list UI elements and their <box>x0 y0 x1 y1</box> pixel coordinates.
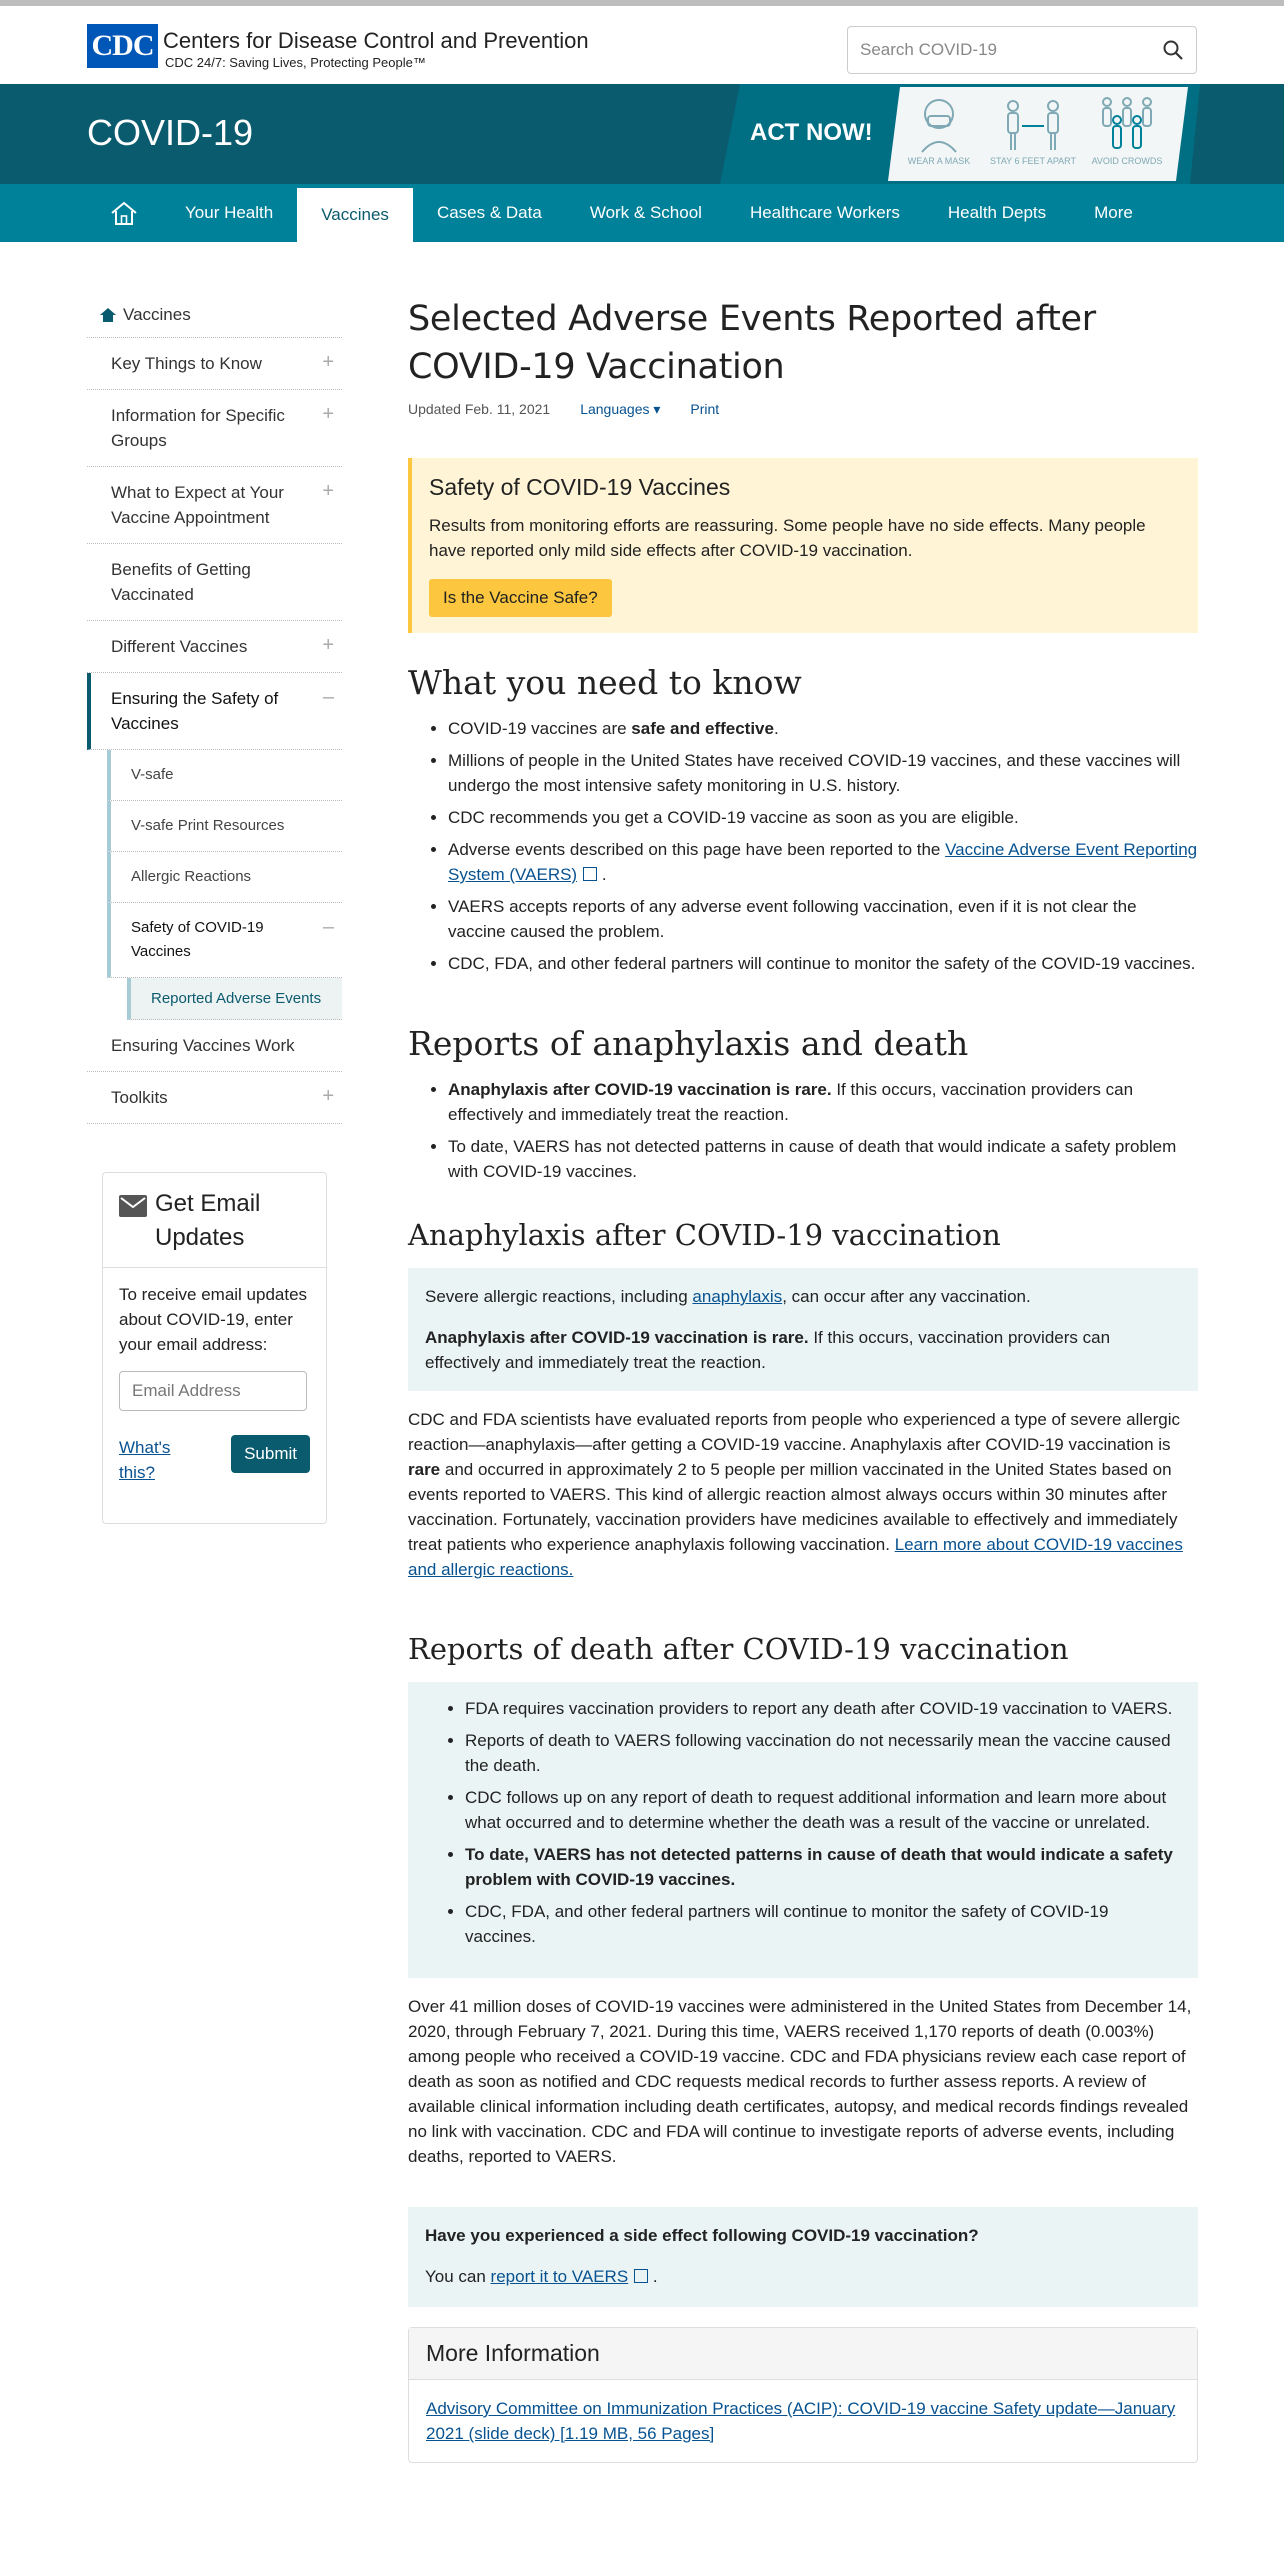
sidebar-current-page[interactable]: Reported Adverse Events <box>127 978 342 1020</box>
nav-work-school[interactable]: Work & School <box>589 203 702 222</box>
page-meta <box>408 401 1198 418</box>
sidebar-item-benefits[interactable]: Benefits of Getting Vaccinated <box>87 544 342 621</box>
nav-more[interactable]: More <box>1094 203 1133 222</box>
sidebar-item-toolkits[interactable]: Toolkits + <box>87 1072 342 1124</box>
list-item: • FDA requires vaccination providers to report any death after COVID-19 vaccination to VAERS. <box>465 1696 1181 1721</box>
search-input[interactable] <box>860 40 1162 60</box>
reports-list <box>408 1077 1198 1184</box>
avoid-crowds-label: AVOID CROWDS <box>1091 156 1163 166</box>
side-effect-text: You can report it to VAERS . <box>425 2267 658 2286</box>
expand-icon[interactable]: + <box>322 480 334 502</box>
section-heading-reports: Reports of anaphylaxis and death <box>408 1024 969 1063</box>
sidebar-sub-allergic[interactable]: Allergic Reactions <box>107 852 342 903</box>
mask-icon <box>914 92 964 154</box>
org-name[interactable]: Centers for Disease Control and Prevention <box>163 28 589 53</box>
list-item: • Millions of people in the United States have received COVID-19 vaccines, and these vaccines will undergo the most intensive safety monitoring in U.S. history. <box>448 748 1198 798</box>
collapse-icon[interactable]: – <box>322 916 334 938</box>
email-title: Get Email Updates <box>155 1190 261 1251</box>
email-signup <box>102 1172 327 1524</box>
sidebar-item-ensuring-safety[interactable]: Ensuring the Safety of Vaccines – <box>87 673 342 750</box>
page-title: Selected Adverse Events Reported after COVID-19 Vaccination <box>408 299 1096 387</box>
callout-title: Safety of COVID-19 Vaccines <box>429 474 731 500</box>
nav-health-depts[interactable]: Health Depts <box>947 203 1047 222</box>
list-item: • Reports of death to VAERS following vaccination do not necessarily mean the vaccine caused the death. <box>465 1728 1181 1778</box>
sidebar-item-what-to-expect[interactable]: What to Expect at Your Vaccine Appointment + <box>87 467 342 544</box>
anaphylaxis-link[interactable]: anaphylaxis <box>692 1287 783 1306</box>
expand-icon[interactable]: + <box>322 403 334 425</box>
act-now-label: ACT NOW! <box>750 119 873 146</box>
death-paragraph: Over 41 million doses of COVID-19 vaccines were administered in the United States from December 14, 2020, through February 7, 2021. During this time, VAERS received 1,170 reports of death (0.003%) among people who received a COVID-19 vaccine. CDC and FDA physicians review each case report of death as soon as notified and CDC requests medical records to further assess reports. A review of available clinical information including death certificates, autopsy, and medical records findings revealed no link with vaccination. CDC and FDA will continue to investigate reports of adverse events, including deaths, reported to VAERS. <box>408 1997 1192 2166</box>
section-heading-anaphylaxis: Anaphylaxis after COVID-19 vaccination <box>408 1218 1001 1252</box>
nav-your-health[interactable]: Your Health <box>185 203 274 222</box>
email-field[interactable] <box>119 1371 307 1411</box>
mail-icon <box>119 1195 147 1217</box>
stay-apart-label: STAY 6 FEET APART <box>989 156 1077 166</box>
collapse-icon[interactable]: – <box>322 686 334 708</box>
sidebar-sub-vsafe-print[interactable]: V-safe Print Resources <box>107 801 342 852</box>
languages-dropdown[interactable]: Languages ▾ <box>580 401 661 417</box>
anaphylaxis-box <box>408 1268 1198 1391</box>
callout-text: Results from monitoring efforts are reassuring. Some people have no side effects. Many people have reported only mild side effects after COVID-19 vaccination. <box>429 516 1146 560</box>
external-link-icon <box>583 867 597 881</box>
side-effect-box <box>408 2207 1198 2307</box>
search-icon[interactable] <box>1162 39 1184 61</box>
home-icon <box>109 200 139 226</box>
list-item: • To date, VAERS has not detected patterns in cause of death that would indicate a safety problem with COVID-19 vaccines. <box>448 1134 1198 1184</box>
more-information <box>408 2327 1198 2463</box>
report-vaers-link[interactable]: report it to VAERS <box>490 2267 629 2286</box>
sidebar-item-specific-groups[interactable]: Information for Specific Groups + <box>87 390 342 467</box>
search-box <box>847 26 1197 74</box>
death-box <box>408 1682 1198 1978</box>
death-list <box>425 1696 1181 1949</box>
sidebar-sub-safety[interactable]: Safety of COVID-19 Vaccines – <box>107 903 342 978</box>
vaccine-safe-button[interactable]: Is the Vaccine Safe? <box>429 579 612 617</box>
anaphylaxis-box-text: Severe allergic reactions, including anaphylaxis, can occur after any vaccination. <box>425 1287 1031 1306</box>
stay-apart-item <box>989 92 1077 166</box>
cdc-logo[interactable] <box>87 24 158 68</box>
site-header <box>0 6 1284 84</box>
list-item: • COVID-19 vaccines are safe and effective. <box>448 716 1198 741</box>
expand-icon[interactable]: + <box>322 1085 334 1107</box>
wear-mask-label: WEAR A MASK <box>907 156 971 166</box>
sidebar-item-different-vaccines[interactable]: Different Vaccines + <box>87 621 342 673</box>
list-item: • Anaphylaxis after COVID-19 vaccination is rare. If this occurs, vaccination providers can effectively and immediately treat the reaction. <box>448 1077 1198 1127</box>
acip-link[interactable]: Advisory Committee on Immunization Practices (ACIP): COVID-19 vaccine Safety update—January 2021 (slide deck) [1.19 MB, 56 Pages] <box>426 2399 1176 2443</box>
anaphylaxis-box-rare: Anaphylaxis after COVID-19 vaccination is rare. If this occurs, vaccination providers can effectively and immediately treat the reaction. <box>425 1328 1111 1372</box>
print-link[interactable]: Print <box>690 401 720 417</box>
sidebar-nav <box>87 295 342 1124</box>
avoid-crowds-item <box>1088 92 1166 166</box>
home-icon <box>99 307 117 323</box>
more-info-title: More Information <box>409 2328 1197 2380</box>
wear-mask-item <box>900 92 978 166</box>
external-link-icon <box>634 2269 648 2283</box>
list-item: • CDC recommends you get a COVID-19 vaccine as soon as you are eligible. <box>448 805 1198 830</box>
org-tagline: CDC 24/7: Saving Lives, Protecting People™ <box>165 55 426 70</box>
banner-title[interactable]: COVID-19 <box>87 112 254 153</box>
list-item: • VAERS accepts reports of any adverse event following vaccination, even if it is not clear the vaccine caused the problem. <box>448 894 1198 944</box>
allergic-reactions-link[interactable]: Learn more about COVID-19 vaccines and allergic reactions. <box>408 1535 1183 1579</box>
email-description: To receive email updates about COVID-19, enter your email address: <box>119 1285 308 1354</box>
sidebar-item-key-things[interactable]: Key Things to Know + <box>87 338 342 390</box>
safety-callout <box>408 458 1198 633</box>
list-item: • CDC follows up on any report of death to request additional information and learn more about what occurred and to determine whether the death was a result of the vaccine or unrelated. <box>465 1785 1181 1835</box>
vaers-link[interactable]: Vaccine Adverse Event Reporting System (VAERS) <box>448 840 1198 884</box>
logo-text: CDC <box>91 29 154 62</box>
sidebar-sub-vsafe[interactable]: V-safe <box>107 750 342 801</box>
crowd-icon <box>1092 92 1162 154</box>
main-nav <box>0 184 1284 242</box>
expand-icon[interactable]: + <box>322 634 334 656</box>
list-item: • CDC, FDA, and other federal partners will continue to monitor the safety of COVID-19 vaccines. <box>465 1899 1181 1949</box>
whats-this-link[interactable]: What's this? <box>119 1438 171 1482</box>
list-item: • CDC, FDA, and other federal partners will continue to monitor the safety of the COVID-19 vaccines. <box>448 951 1198 976</box>
list-item: • Adverse events described on this page have been reported to the Vaccine Adverse Event Reporting System (VAERS) . <box>448 837 1198 887</box>
list-item: • To date, VAERS has not detected patterns in cause of death that would indicate a safety problem with COVID-19 vaccines. <box>465 1842 1181 1892</box>
know-list <box>408 716 1198 976</box>
expand-icon[interactable]: + <box>322 351 334 373</box>
anaphylaxis-paragraph: CDC and FDA scientists have evaluated reports from people who experienced a type of severe allergic reaction—anaphylaxis—after getting a COVID-19 vaccine. Anaphylaxis after COVID-19 vaccination is rare and occurred in approximately 2 to 5 people per million vaccinated in the United States based on events reported to VAERS. This kind of allergic reaction almost always occurs within 30 minutes after vaccination. Fortunately, vaccination providers have medicines available to effectively and immediately treat patients who experience anaphylaxis following vaccination. Learn more about COVID-19 vaccines and allergic reactions. <box>408 1410 1183 1579</box>
distance-icon <box>998 92 1068 154</box>
nav-healthcare-workers[interactable]: Healthcare Workers <box>749 203 900 222</box>
covid-banner <box>0 84 1284 184</box>
nav-cases-data[interactable]: Cases & Data <box>436 203 542 222</box>
section-heading-know: What you need to know <box>408 663 802 702</box>
submit-button[interactable]: Submit <box>231 1435 310 1473</box>
sidebar-head[interactable] <box>87 295 342 338</box>
nav-vaccines[interactable]: Vaccines <box>297 184 413 242</box>
act-now-panel[interactable] <box>720 84 1200 184</box>
main-content <box>408 295 1198 2463</box>
sidebar-head-label: Vaccines <box>123 305 191 324</box>
sidebar-item-vaccines-work[interactable]: Ensuring Vaccines Work <box>87 1020 342 1072</box>
side-effect-question: Have you experienced a side effect following COVID-19 vaccination? <box>425 2226 979 2245</box>
section-heading-death: Reports of death after COVID-19 vaccination <box>408 1632 1069 1666</box>
updated-date: Updated Feb. 11, 2021 <box>408 401 551 417</box>
nav-home[interactable] <box>87 184 161 242</box>
